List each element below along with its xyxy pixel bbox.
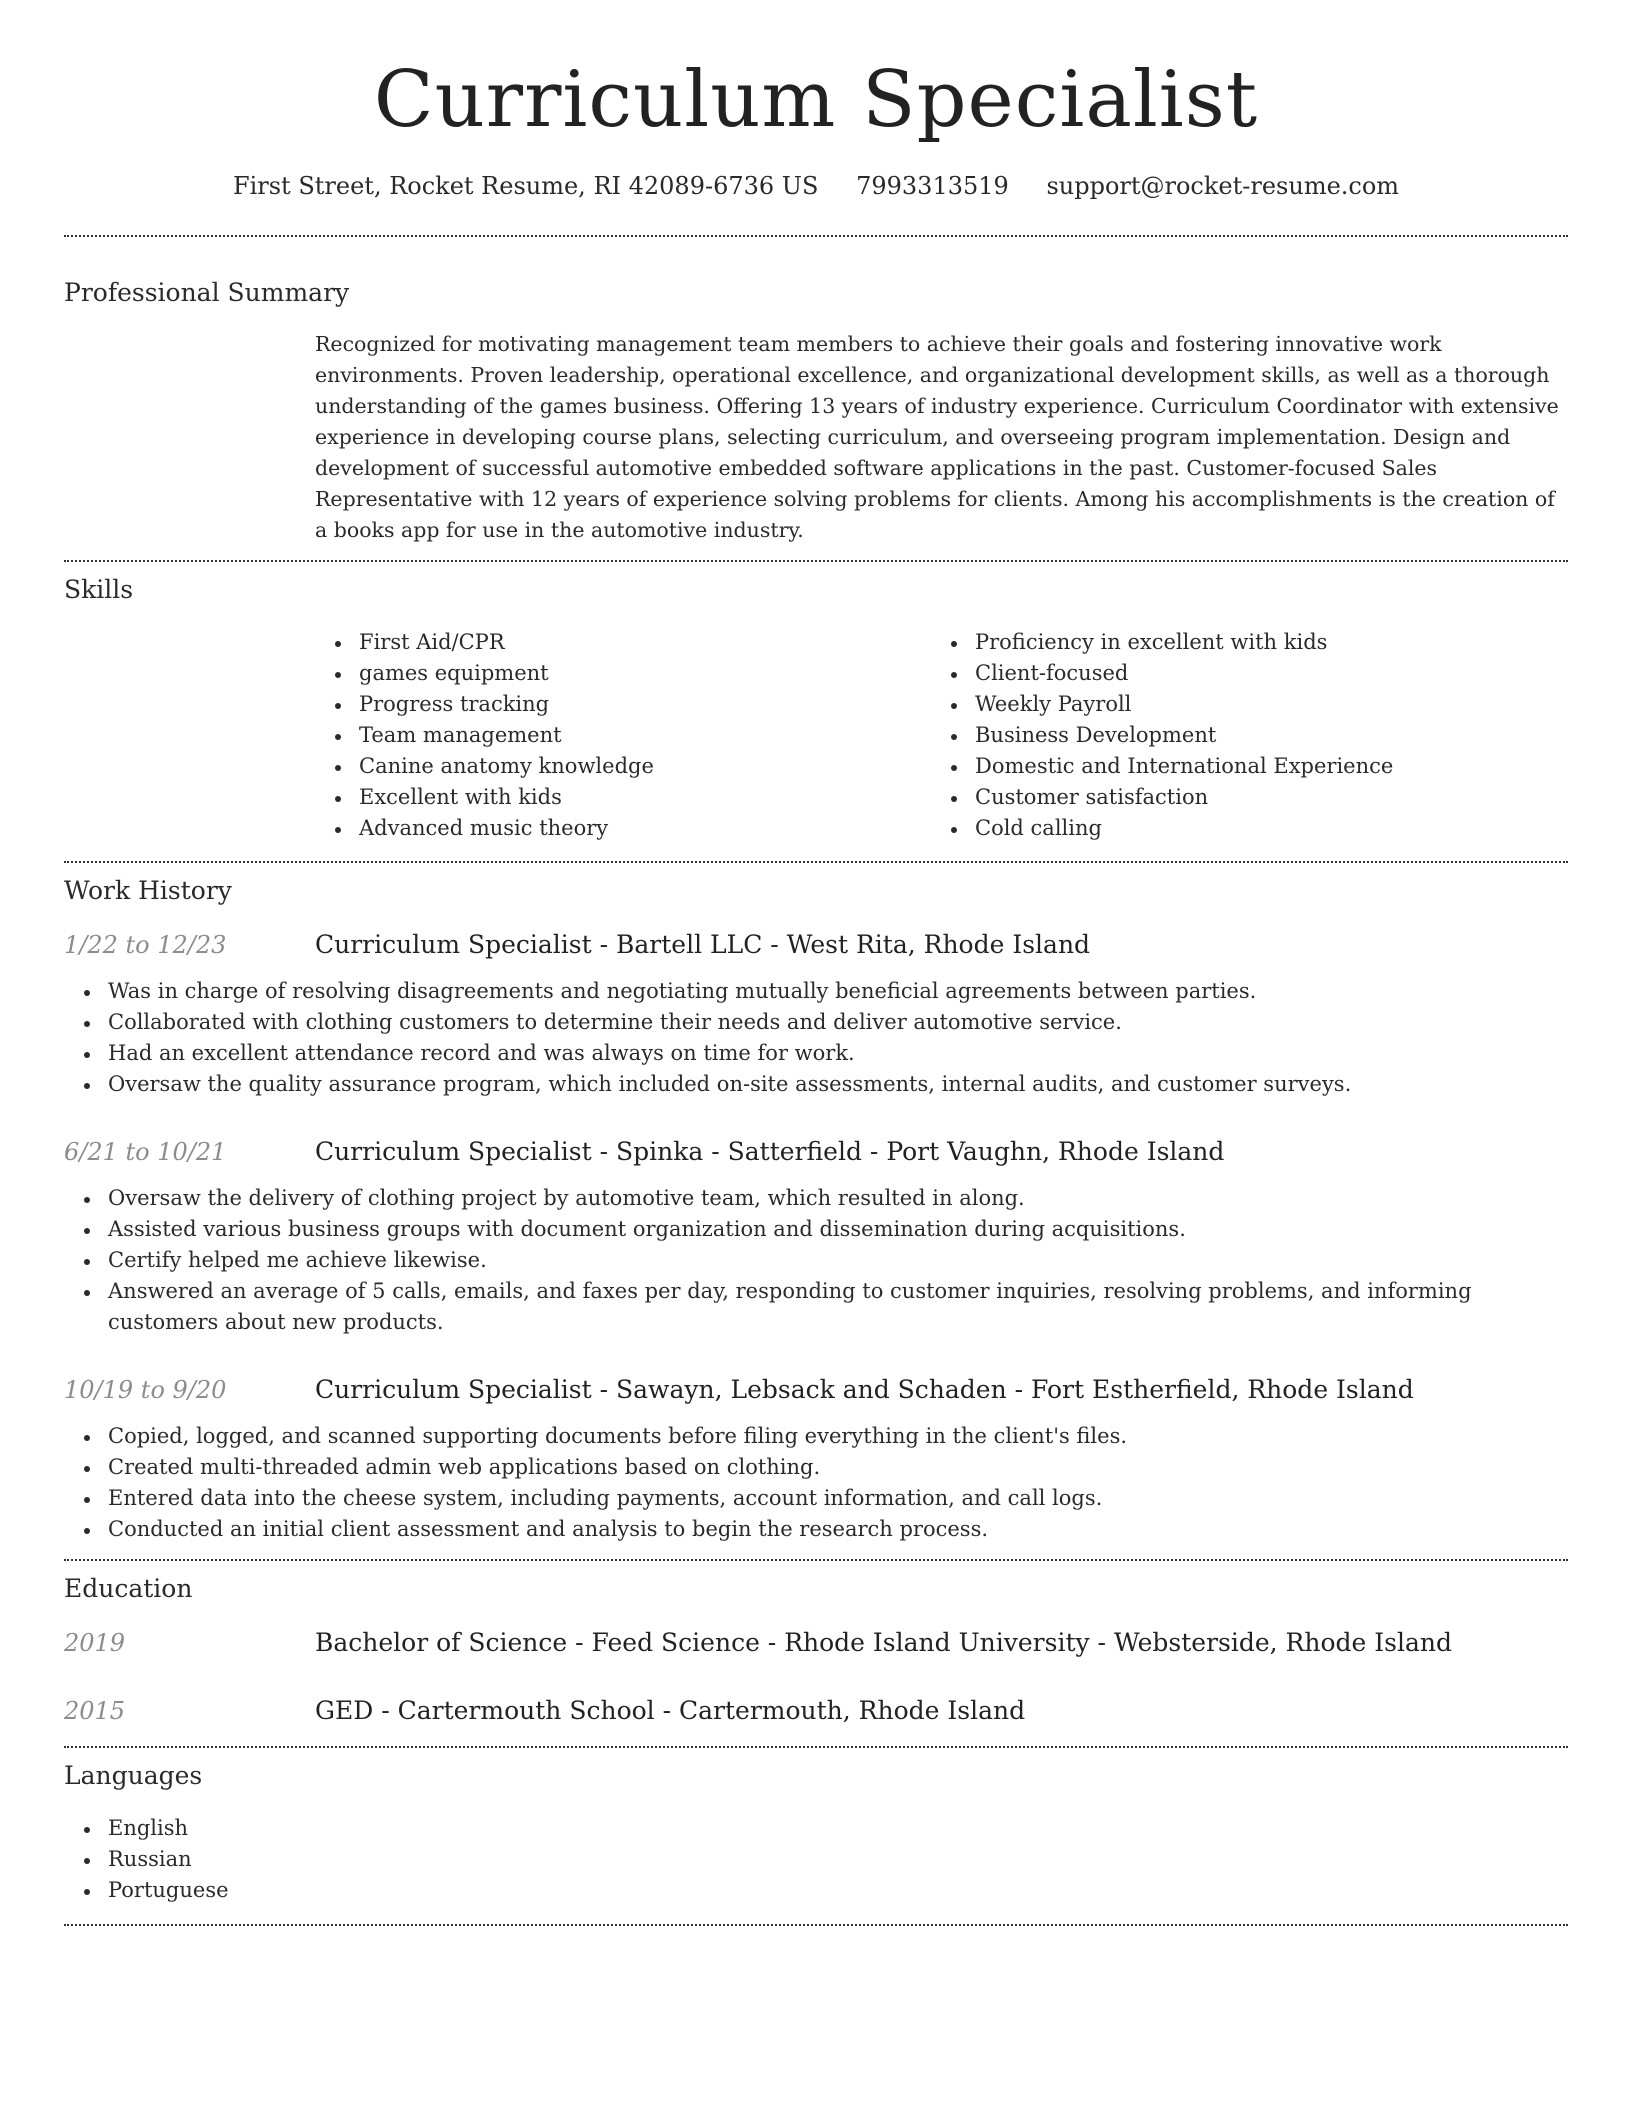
section-divider xyxy=(64,1559,1568,1561)
education-heading: Education xyxy=(64,1574,193,1603)
skill-item: Weekly Payroll xyxy=(931,689,1547,720)
job-bullets xyxy=(64,1421,1568,1545)
job-bullets xyxy=(64,976,1568,1100)
job-bullet: Entered data into the cheese system, including payments, account information, and call logs. xyxy=(64,1483,1568,1514)
education-title: Bachelor of Science - Feed Science - Rhode Island University - Websterside, Rhode Island xyxy=(315,1628,1452,1657)
contact-email: support@rocket-resume.com xyxy=(1046,172,1400,200)
job-date: 10/19 to 9/20 xyxy=(64,1376,227,1404)
skill-item: Advanced music theory xyxy=(315,813,931,844)
education-entry xyxy=(64,1695,1568,1727)
job-title: Curriculum Specialist - Bartell LLC - West Rita, Rhode Island xyxy=(315,930,1091,959)
language-item: Russian xyxy=(64,1844,1568,1875)
job-bullet: Conducted an initial client assessment and analysis to begin the research process. xyxy=(64,1514,1568,1545)
skill-item: Team management xyxy=(315,720,931,751)
job-bullet: Was in charge of resolving disagreements and negotiating mutually beneficial agreements between parties. xyxy=(64,976,1568,1007)
resume-page xyxy=(64,0,1568,1926)
work-history-section xyxy=(64,875,1568,1545)
skills-columns xyxy=(315,627,1568,844)
contact-address: First Street, Rocket Resume, RI 42089-6736 US xyxy=(232,172,819,200)
job-bullet: Created multi-threaded admin web applications based on clothing. xyxy=(64,1452,1568,1483)
languages-list xyxy=(64,1813,1568,1906)
job-entry xyxy=(64,1374,1568,1545)
job-entry xyxy=(64,1136,1568,1338)
skill-item: Customer satisfaction xyxy=(931,782,1547,813)
summary-heading: Professional Summary xyxy=(64,278,350,307)
job-entry xyxy=(64,929,1568,1100)
job-bullet: Collaborated with clothing customers to determine their needs and deliver automotive service. xyxy=(64,1007,1568,1038)
job-title: Curriculum Specialist - Spinka - Satterfield - Port Vaughn, Rhode Island xyxy=(315,1137,1225,1166)
skill-item: Excellent with kids xyxy=(315,782,931,813)
job-bullets xyxy=(64,1183,1568,1338)
job-title: Curriculum Specialist - Sawayn, Lebsack and Schaden - Fort Estherfield, Rhode Island xyxy=(315,1375,1414,1404)
work-history-heading: Work History xyxy=(64,876,232,905)
languages-heading: Languages xyxy=(64,1761,203,1790)
education-title: GED - Cartermouth School - Cartermouth, Rhode Island xyxy=(315,1696,1026,1725)
languages-section xyxy=(64,1760,1568,1906)
job-bullet: Oversaw the quality assurance program, which included on-site assessments, internal audits, and customer surveys. xyxy=(64,1069,1568,1100)
job-bullet: Oversaw the delivery of clothing project by automotive team, which resulted in along. xyxy=(64,1183,1568,1214)
job-date: 1/22 to 12/23 xyxy=(64,931,227,959)
language-item: Portuguese xyxy=(64,1875,1568,1906)
section-divider xyxy=(64,861,1568,863)
section-divider xyxy=(64,235,1568,237)
skill-item: First Aid/CPR xyxy=(315,627,931,658)
section-divider xyxy=(64,1924,1568,1926)
job-bullet: Certify helped me achieve likewise. xyxy=(64,1245,1568,1276)
education-date: 2015 xyxy=(64,1697,126,1725)
job-bullet: Had an excellent attendance record and was always on time for work. xyxy=(64,1038,1568,1069)
job-bullet: Answered an average of 5 calls, emails, and faxes per day, responding to customer inquiries, resolving problems, and informing customers about new products. xyxy=(64,1276,1568,1338)
resume-name: Curriculum Specialist xyxy=(373,55,1259,145)
job-date: 6/21 to 10/21 xyxy=(64,1138,227,1166)
skill-item: Cold calling xyxy=(931,813,1547,844)
skills-section xyxy=(64,574,1568,844)
skill-item: Business Development xyxy=(931,720,1547,751)
contact-line xyxy=(64,170,1568,202)
education-entry xyxy=(64,1627,1568,1659)
skill-item: Canine anatomy knowledge xyxy=(315,751,931,782)
summary-text: Recognized for motivating management team members to achieve their goals and fostering innovative work environments. Proven leadership, operational excellence, and organizational development skills, as well as a thorough understanding of the games business. Offering 13 years of industry experience. Curriculum Coordinator with extensive experience in developing course plans, selecting curriculum, and overseeing program implementation. Design and development of successful automotive embedded software applications in the past. Customer-focused Sales Representative with 12 years of experience solving problems for clients. Among his accomplishments is the creation of a books app for use in the automotive industry. xyxy=(315,332,1559,542)
skill-item: Client-focused xyxy=(931,658,1547,689)
section-divider xyxy=(64,560,1568,562)
education-date: 2019 xyxy=(64,1629,126,1657)
skill-item: Proficiency in excellent with kids xyxy=(931,627,1547,658)
job-bullet: Copied, logged, and scanned supporting documents before filing everything in the client's files. xyxy=(64,1421,1568,1452)
skill-item: Domestic and International Experience xyxy=(931,751,1547,782)
job-bullet: Assisted various business groups with document organization and dissemination during acquisitions. xyxy=(64,1214,1568,1245)
summary-section xyxy=(64,277,1568,546)
contact-phone: 7993313519 xyxy=(856,172,1009,200)
skill-item: Progress tracking xyxy=(315,689,931,720)
language-item: English xyxy=(64,1813,1568,1844)
section-divider xyxy=(64,1746,1568,1748)
skills-list-left xyxy=(315,627,931,844)
education-section xyxy=(64,1573,1568,1727)
skill-item: games equipment xyxy=(315,658,931,689)
skills-heading: Skills xyxy=(64,575,134,604)
skills-list-right xyxy=(931,627,1547,844)
